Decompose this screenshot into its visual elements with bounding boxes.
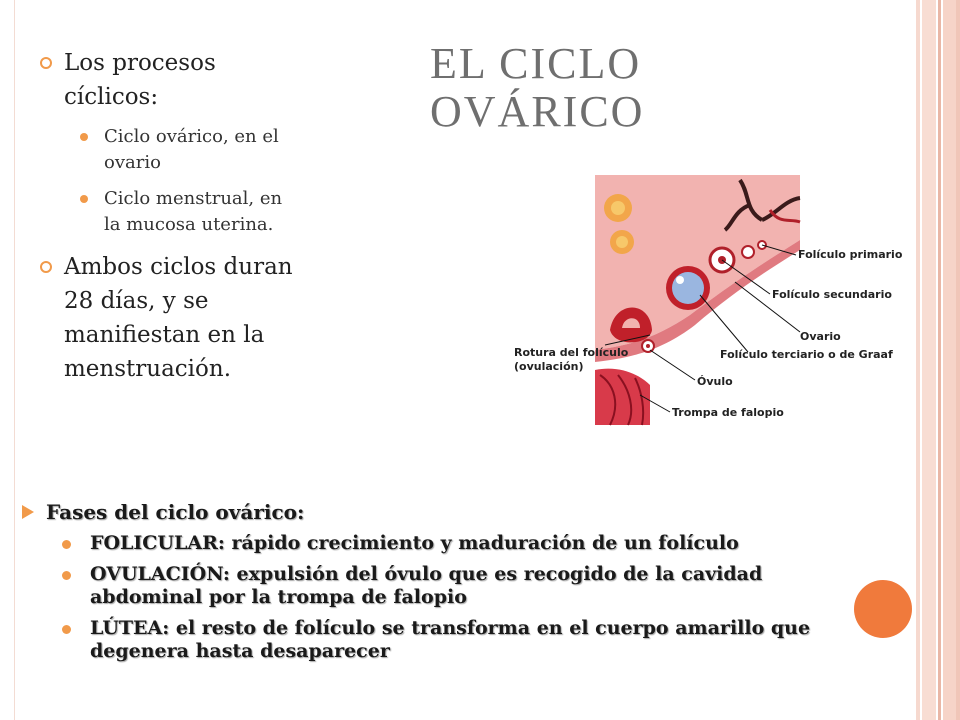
left-border-line bbox=[14, 0, 15, 720]
phase-folicular: FOLICULAR: rápido crecimiento y maduración de un folículo bbox=[20, 532, 920, 555]
follicle-terciario bbox=[666, 266, 710, 310]
arrow-bullet-icon bbox=[22, 505, 34, 519]
dot-bullet-icon bbox=[62, 625, 71, 634]
right-decorative-stripes bbox=[916, 0, 960, 720]
ring-bullet-icon bbox=[40, 57, 52, 69]
dot-bullet-icon bbox=[62, 571, 71, 580]
fallopian-tube bbox=[595, 369, 650, 425]
bullet-ambos-ciclos: Ambos ciclos duran 28 días, y se manifiestan en la menstruación. bbox=[40, 250, 370, 386]
label-rotura-line2: (ovulación) bbox=[514, 360, 584, 373]
title-line-2: OVÁRICO bbox=[430, 87, 645, 136]
phases-section bbox=[20, 498, 920, 671]
slide-title bbox=[430, 40, 850, 136]
ovary-diagram bbox=[500, 170, 920, 430]
label-foliculo-primario: Folículo primario bbox=[798, 248, 903, 261]
label-trompa: Trompa de falopio bbox=[672, 406, 784, 419]
sub-bullet-ciclo-ovarico: Ciclo ovárico, en el ovario bbox=[40, 124, 370, 176]
phase-lutea: LÚTEA: el resto de folículo se transforma en el cuerpo amarillo que degenera hasta desaparecer bbox=[20, 617, 920, 663]
dot-bullet-icon bbox=[80, 133, 88, 141]
sub-bullet-list bbox=[40, 124, 370, 238]
sub-bullet-ciclo-menstrual: Ciclo menstrual, en la mucosa uterina. bbox=[40, 186, 370, 238]
title-line-1: EL CICLO bbox=[430, 39, 642, 88]
ovum bbox=[642, 340, 654, 352]
phases-list bbox=[20, 532, 920, 663]
label-foliculo-secundario: Folículo secundario bbox=[772, 288, 892, 301]
label-rotura-line1: Rotura del folículo bbox=[514, 346, 629, 359]
dot-bullet-icon bbox=[62, 540, 71, 549]
phases-heading: Fases del ciclo ovárico: bbox=[20, 498, 920, 526]
dot-bullet-icon bbox=[80, 195, 88, 203]
left-text-column bbox=[40, 46, 370, 396]
label-ovario: Ovario bbox=[800, 330, 841, 343]
bullet-procesos: Los procesos cíclicos: bbox=[40, 46, 370, 114]
label-ovulo: Óvulo bbox=[697, 375, 733, 388]
label-foliculo-terciario: Folículo terciario o de Graaf bbox=[720, 348, 893, 361]
decorative-circle bbox=[854, 580, 912, 638]
phase-ovulacion: OVULACIÓN: expulsión del óvulo que es recogido de la cavidad abdominal por la trompa de falopio bbox=[20, 563, 920, 609]
ring-bullet-icon bbox=[40, 261, 52, 273]
